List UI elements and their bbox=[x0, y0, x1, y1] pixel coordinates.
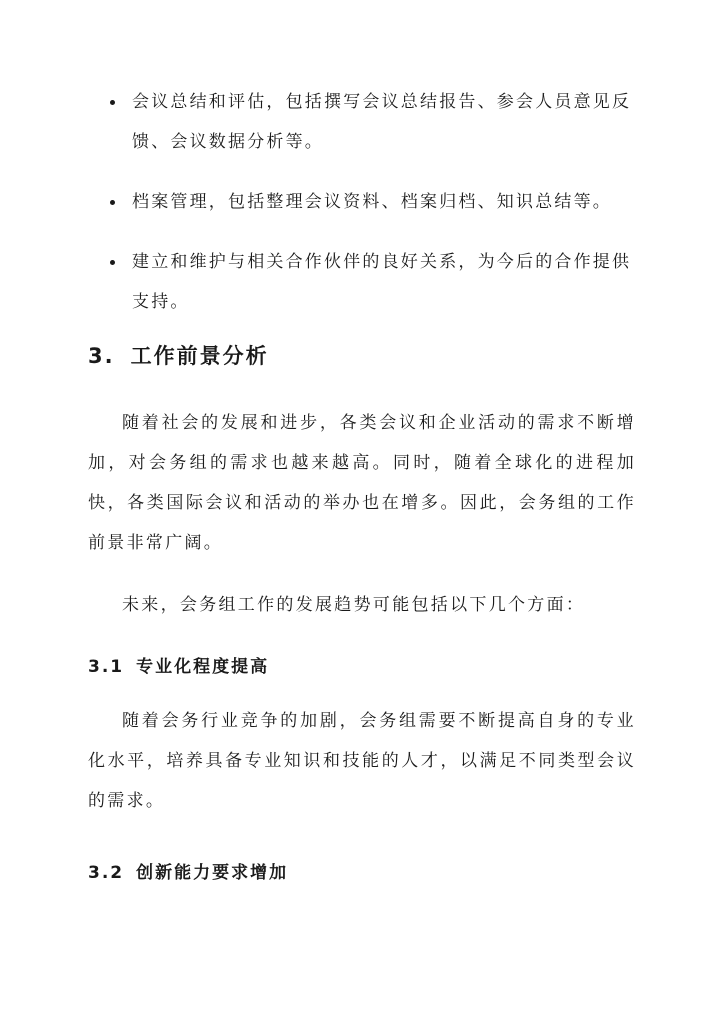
section-3-paragraph-1: 随着社会的发展和进步，各类会议和企业活动的需求不断增加，对会务组的需求也越来越高。同时，随着全球化的进程加快，各类国际会议和活动的举办也在增多。因此，会务组的工作前景非常广阔。 bbox=[88, 413, 636, 553]
section-3-1-paragraph: 随着会务行业竞争的加剧，会务组需要不断提高自身的专业化水平，培养具备专业知识和技能的人才，以满足不同类型会议的需求。 bbox=[88, 711, 636, 811]
bullet-icon bbox=[110, 200, 115, 205]
bullet-text: 会议总结和评估，包括撰写会议总结报告、参会人员意见反馈、会议数据分析等。 bbox=[132, 92, 632, 152]
list-item bbox=[88, 82, 648, 162]
bullet-list bbox=[88, 82, 648, 342]
section-3-heading bbox=[88, 340, 269, 370]
bullet-text: 档案管理，包括整理会议资料、档案归档、知识总结等。 bbox=[132, 192, 612, 212]
section-number: 3.2 bbox=[88, 863, 125, 883]
bullet-text: 建立和维护与相关合作伙伴的良好关系，为今后的合作提供支持。 bbox=[132, 252, 632, 312]
bullet-icon bbox=[110, 260, 115, 265]
list-item bbox=[88, 182, 648, 222]
section-3-1-heading bbox=[88, 652, 269, 677]
section-number: 3.1 bbox=[88, 657, 125, 677]
section-3-2-heading bbox=[88, 858, 288, 883]
section-title: 专业化程度提高 bbox=[136, 657, 270, 677]
section-title: 工作前景分析 bbox=[130, 344, 269, 368]
section-number: 3. bbox=[88, 344, 115, 368]
list-item bbox=[88, 242, 648, 322]
section-3-paragraph-2: 未来，会务组工作的发展趋势可能包括以下几个方面： bbox=[122, 595, 586, 615]
section-title: 创新能力要求增加 bbox=[136, 863, 289, 883]
bullet-icon bbox=[110, 100, 115, 105]
